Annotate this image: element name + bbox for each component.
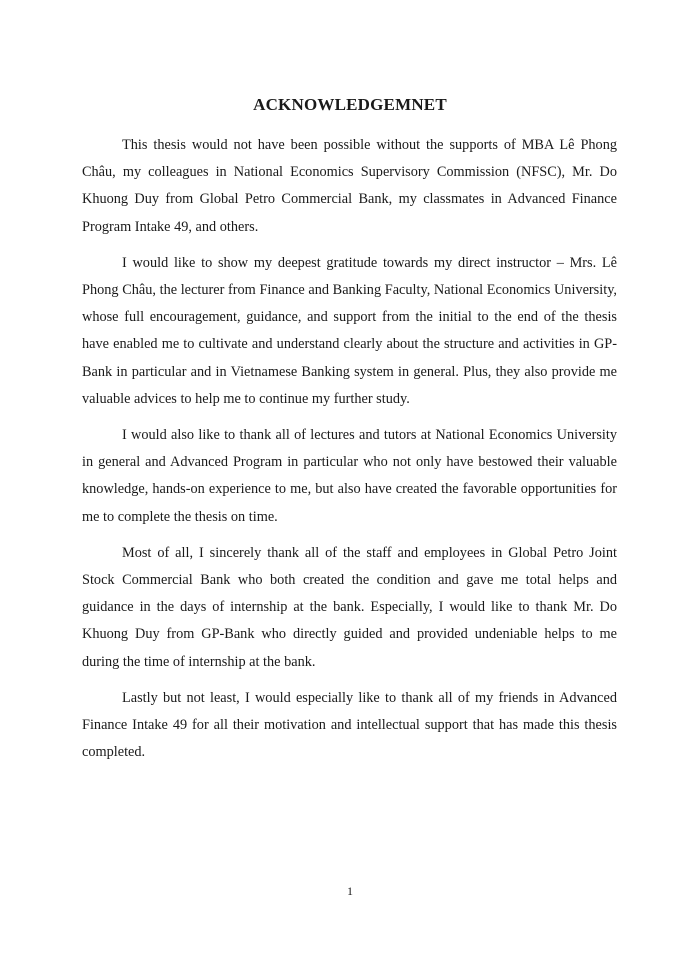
- paragraph-2: I would like to show my deepest gratitude towards my direct instructor – Mrs. Lê Phong Châu, the lecturer from Finance and Banking Faculty, National Economics University, whose full encouragement, guidance, and support from the initial to the end of the thesis have enabled me to cultivate and understand clearly about the structure and activities in GP-Bank in particular and in Vietnamese Banking system in general. Plus, they also provide me valuable advices to help me to continue my further study.: [82, 254, 617, 407]
- paragraph-4: Most of all, I sincerely thank all of the staff and employees in Global Petro Joint Stock Commercial Bank who both created the condition and gave me total helps and guidance in the days of internship at the bank. Especially, I would like to thank Mr. Do Khuong Duy from GP-Bank who directly guided and provided undeniable helps to me during the time of internship at the bank.: [82, 544, 617, 670]
- paragraph-1: This thesis would not have been possible without the supports of MBA Lê Phong Châu, my colleagues in National Economics Supervisory Commission (NFSC), Mr. Do Khuong Duy from Global Petro Commercial Bank, my classmates in Advanced Finance Program Intake 49, and others.: [82, 137, 617, 235]
- paragraph-3: I would also like to thank all of lectures and tutors at National Economics University in general and Advanced Program in particular who not only have bestowed their valuable knowledge, hands-on experience to me, but also have created the favorable opportunities for me to complete the thesis on time.: [82, 427, 617, 525]
- page-number: 1: [347, 884, 353, 898]
- paragraph-5: Lastly but not least, I would especially like to thank all of my friends in Advanced Finance Intake 49 for all their motivation and intellectual support that has made this thesis completed.: [82, 689, 617, 761]
- document-body: [82, 132, 617, 775]
- page-title: ACKNOWLEDGEMNET: [253, 95, 447, 114]
